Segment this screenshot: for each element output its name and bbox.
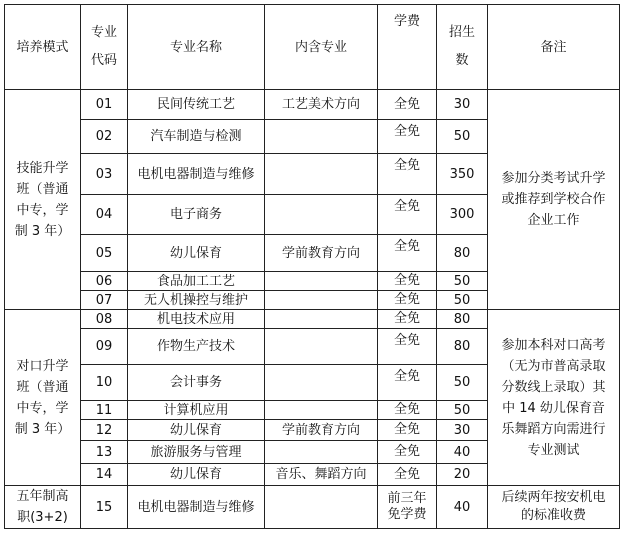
fee-cell: 全免	[378, 195, 437, 235]
includes-cell	[265, 486, 378, 529]
includes-cell: 音乐、舞蹈方向	[265, 464, 378, 486]
header-name: 专业名称	[128, 5, 265, 90]
includes-cell	[265, 329, 378, 365]
note-cell: 参加本科对口高考 （无为市普高录取 分数线上录取）其 中 14 幼儿保育音 乐舞蹈方向需进行 专业测试	[488, 310, 620, 486]
quota-cell: 80	[437, 235, 488, 272]
name-cell: 幼儿保育	[128, 235, 265, 272]
mode-cell: 对口升学 班（普通 中专，学 制 3 年）	[5, 310, 81, 486]
table-row	[5, 90, 620, 120]
code-cell: 10	[81, 365, 128, 401]
fee-cell: 全免	[378, 365, 437, 401]
quota-cell: 50	[437, 365, 488, 401]
mode-cell: 技能升学 班（普通 中专，学 制 3 年）	[5, 90, 81, 310]
name-cell: 旅游服务与管理	[128, 441, 265, 464]
code-cell: 08	[81, 310, 128, 329]
mode-cell: 五年制高 职(3+2)	[5, 486, 81, 529]
includes-cell: 工艺美术方向	[265, 90, 378, 120]
name-cell: 民间传统工艺	[128, 90, 265, 120]
includes-cell	[265, 401, 378, 420]
name-cell: 无人机操控与维护	[128, 291, 265, 310]
fee-cell: 全免	[378, 120, 437, 154]
name-cell: 电子商务	[128, 195, 265, 235]
quota-cell: 300	[437, 195, 488, 235]
table-row	[5, 486, 620, 529]
fee-cell: 全免	[378, 310, 437, 329]
fee-cell: 全免	[378, 90, 437, 120]
table-body	[5, 5, 620, 529]
fee-cell: 全免	[378, 291, 437, 310]
quota-cell: 50	[437, 291, 488, 310]
includes-cell: 学前教育方向	[265, 420, 378, 441]
header-note: 备注	[488, 5, 620, 90]
name-cell: 电机电器制造与维修	[128, 154, 265, 195]
includes-cell	[265, 272, 378, 291]
name-cell: 幼儿保育	[128, 420, 265, 441]
quota-cell: 50	[437, 272, 488, 291]
header-code: 专业 代码	[81, 5, 128, 90]
name-cell: 会计事务	[128, 365, 265, 401]
quota-cell: 20	[437, 464, 488, 486]
name-cell: 电机电器制造与维修	[128, 486, 265, 529]
quota-cell: 80	[437, 329, 488, 365]
code-cell: 04	[81, 195, 128, 235]
code-cell: 09	[81, 329, 128, 365]
includes-cell	[265, 291, 378, 310]
header-includes: 内含专业	[265, 5, 378, 90]
note-cell: 后续两年按安机电 的标准收费	[488, 486, 620, 529]
quota-cell: 40	[437, 441, 488, 464]
includes-cell	[265, 120, 378, 154]
includes-cell: 学前教育方向	[265, 235, 378, 272]
fee-cell: 全免	[378, 272, 437, 291]
name-cell: 食品加工工艺	[128, 272, 265, 291]
quota-cell: 50	[437, 120, 488, 154]
header-mode: 培养模式	[5, 5, 81, 90]
code-cell: 12	[81, 420, 128, 441]
code-cell: 05	[81, 235, 128, 272]
code-cell: 01	[81, 90, 128, 120]
code-cell: 06	[81, 272, 128, 291]
fee-cell: 全免	[378, 235, 437, 272]
name-cell: 幼儿保育	[128, 464, 265, 486]
quota-cell: 40	[437, 486, 488, 529]
code-cell: 13	[81, 441, 128, 464]
fee-cell: 全免	[378, 464, 437, 486]
name-cell: 计算机应用	[128, 401, 265, 420]
header-row	[5, 5, 620, 90]
quota-cell: 350	[437, 154, 488, 195]
quota-cell: 30	[437, 420, 488, 441]
name-cell: 作物生产技术	[128, 329, 265, 365]
code-cell: 14	[81, 464, 128, 486]
quota-cell: 80	[437, 310, 488, 329]
fee-cell: 全免	[378, 420, 437, 441]
table-row	[5, 310, 620, 329]
code-cell: 07	[81, 291, 128, 310]
includes-cell	[265, 154, 378, 195]
header-quota: 招生 数	[437, 5, 488, 90]
includes-cell	[265, 365, 378, 401]
fee-cell: 全免	[378, 329, 437, 365]
includes-cell	[265, 195, 378, 235]
code-cell: 15	[81, 486, 128, 529]
fee-cell: 全免	[378, 441, 437, 464]
fee-cell: 前三年 免学费	[378, 486, 437, 529]
name-cell: 机电技术应用	[128, 310, 265, 329]
quota-cell: 50	[437, 401, 488, 420]
code-cell: 11	[81, 401, 128, 420]
quota-cell: 30	[437, 90, 488, 120]
note-cell: 参加分类考试升学 或推荐到学校合作 企业工作	[488, 90, 620, 310]
fee-cell: 全免	[378, 401, 437, 420]
code-cell: 03	[81, 154, 128, 195]
enrollment-table	[4, 4, 620, 529]
name-cell: 汽车制造与检测	[128, 120, 265, 154]
includes-cell	[265, 310, 378, 329]
fee-cell: 全免	[378, 154, 437, 195]
header-fee: 学费	[378, 5, 437, 90]
code-cell: 02	[81, 120, 128, 154]
includes-cell	[265, 441, 378, 464]
